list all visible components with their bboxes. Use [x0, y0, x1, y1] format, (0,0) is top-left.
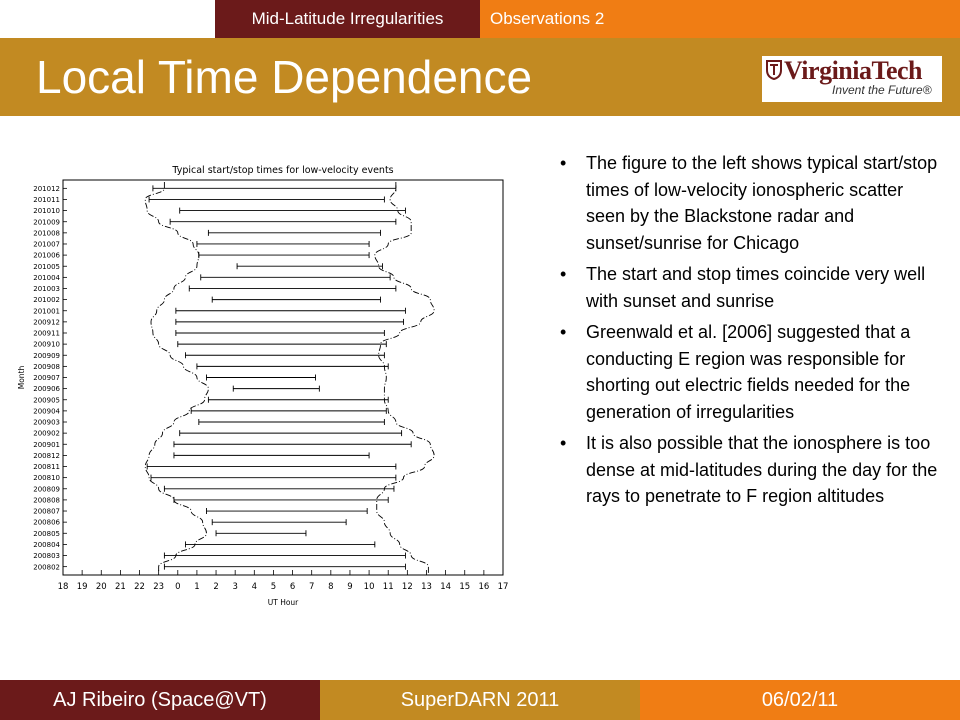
logo-wordmark: VirginiaTech: [784, 56, 922, 85]
start-stop-times-chart: [18, 155, 528, 610]
y-tick-label: 201007: [33, 240, 60, 249]
section-tab: Mid-Latitude Irregularities: [215, 0, 480, 38]
y-tick-label: 201010: [33, 207, 60, 216]
footer: [0, 680, 960, 720]
y-tick-label: 200803: [33, 552, 60, 561]
x-tick-label: 5: [270, 582, 277, 592]
footer-date: 06/02/11: [640, 680, 960, 720]
y-tick-label: 200805: [33, 529, 60, 538]
university-logo: [762, 56, 942, 102]
x-tick-label: 3: [232, 582, 238, 592]
x-tick-label: 9: [347, 582, 353, 592]
y-tick-label: 200809: [33, 485, 60, 494]
y-tick-label: 200902: [33, 429, 60, 438]
footer-event: SuperDARN 2011: [320, 680, 640, 720]
x-tick-label: 18: [57, 582, 69, 592]
bullet-item: • It is also possible that the ionosphere is too dense at mid-latitudes during the day for the rays to penetrate to F region altitudes: [560, 430, 940, 510]
x-tick-label: 12: [401, 582, 413, 592]
x-tick-label: 6: [289, 582, 296, 592]
y-tick-label: 200912: [33, 318, 60, 327]
y-tick-label: 200903: [33, 418, 60, 427]
x-tick-label: 8: [328, 582, 334, 592]
y-tick-label: 200901: [33, 440, 60, 449]
x-tick-label: 16: [478, 582, 490, 592]
shield-icon: [766, 60, 782, 80]
y-tick-label: 201005: [33, 262, 60, 271]
y-tick-label: 201006: [33, 251, 60, 260]
y-tick-label: 200810: [33, 474, 60, 483]
y-tick-label: 200907: [33, 374, 60, 383]
y-tick-label: 201009: [33, 218, 60, 227]
x-tick-label: 7: [308, 582, 315, 592]
y-tick-label: 200812: [33, 451, 60, 460]
x-axis-label: UT Hour: [267, 598, 299, 607]
bullet-item: • The figure to the left shows typical start/stop times of low-velocity ionospheric scatter seen by the Blackstone radar and sunset/sunrise for Chicago: [560, 150, 940, 256]
y-tick-label: 200904: [33, 407, 60, 416]
bullet-item: • The start and stop times coincide very well with sunset and sunrise: [560, 261, 940, 314]
x-tick-label: 22: [134, 582, 145, 592]
x-tick-label: 10: [363, 582, 375, 592]
x-tick-label: 19: [76, 582, 88, 592]
y-tick-label: 200804: [33, 541, 60, 550]
logo-tagline: Invent the Future®: [832, 83, 932, 97]
x-tick-label: 15: [459, 582, 471, 592]
y-tick-label: 201001: [33, 307, 60, 316]
y-tick-label: 200807: [33, 507, 60, 516]
y-axis-label: Month: [17, 365, 26, 390]
y-tick-label: 200911: [33, 329, 60, 338]
x-tick-label: 23: [153, 582, 165, 592]
y-tick-label: 201008: [33, 229, 60, 238]
y-tick-label: 201012: [33, 184, 60, 193]
y-tick-label: 201002: [33, 296, 60, 305]
sunrise-curve: [375, 182, 434, 573]
x-tick-label: 20: [95, 582, 107, 592]
y-tick-label: 200811: [33, 463, 60, 472]
x-tick-label: 17: [497, 582, 509, 592]
y-tick-label: 201004: [33, 273, 60, 282]
y-tick-label: 200906: [33, 385, 60, 394]
y-tick-label: 200910: [33, 340, 60, 349]
x-tick-label: 11: [382, 582, 394, 592]
y-tick-label: 200806: [33, 518, 60, 527]
x-tick-label: 2: [213, 582, 219, 592]
y-tick-label: 200905: [33, 396, 60, 405]
subsection-tab: Observations 2: [480, 0, 960, 38]
footer-author: AJ Ribeiro (Space@VT): [0, 680, 320, 720]
x-tick-label: 14: [440, 582, 452, 592]
y-tick-label: 201003: [33, 285, 60, 294]
x-tick-label: 1: [194, 582, 200, 592]
sunset-curve: [145, 182, 208, 573]
chart-title: Typical start/stop times for low-velocity events: [172, 165, 394, 176]
x-tick-label: 21: [114, 582, 126, 592]
y-tick-label: 200808: [33, 496, 60, 505]
y-tick-label: 200909: [33, 351, 60, 360]
x-tick-label: 4: [251, 582, 258, 592]
y-tick-label: 201011: [33, 196, 60, 205]
y-tick-label: 200802: [33, 563, 60, 572]
bullet-list: [560, 150, 940, 515]
y-tick-label: 200908: [33, 362, 60, 371]
x-tick-label: 13: [421, 582, 432, 592]
x-tick-label: 0: [175, 582, 181, 592]
bullet-item: • Greenwald et al. [2006] suggested that a conducting E region was responsible for shorting out electric fields needed for the generation of irregularities: [560, 319, 940, 425]
slide-title: Local Time Dependence: [36, 51, 533, 103]
